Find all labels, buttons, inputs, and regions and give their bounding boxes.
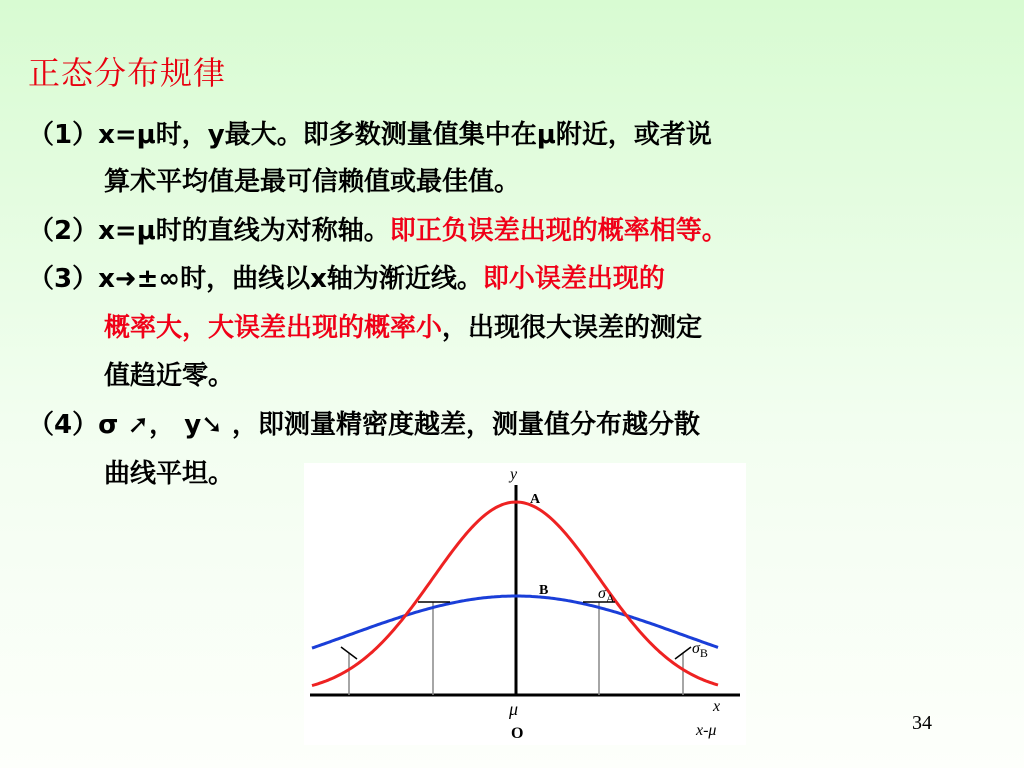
point-3-line-3 bbox=[104, 355, 234, 392]
x-axis-label: x bbox=[713, 698, 721, 715]
y-axis-label: y bbox=[510, 466, 518, 483]
deviation-axis-label: x-μ bbox=[696, 722, 717, 739]
point-3-line-1 bbox=[28, 258, 665, 295]
origin-label: O bbox=[511, 725, 524, 742]
text-run: 曲线平坦。 bbox=[104, 459, 235, 489]
text-run: （2）x=μ时的直线为对称轴。 bbox=[28, 216, 390, 246]
point-1-line-2 bbox=[104, 161, 520, 198]
slide-title: 正态分布规律 bbox=[28, 54, 227, 92]
text-run: ，出现很大误差的测定 bbox=[442, 313, 703, 343]
point-3-line-2 bbox=[104, 307, 702, 344]
highlight-text: 即小误差出现的 bbox=[482, 264, 665, 294]
sigma-b-label: $\sigma_B$ bbox=[692, 640, 708, 660]
point-4-line-1 bbox=[28, 404, 700, 441]
normal-distribution-figure bbox=[304, 463, 746, 745]
distribution-diagram bbox=[304, 463, 746, 745]
curve-a-label: A bbox=[530, 492, 541, 507]
point-2 bbox=[28, 210, 728, 247]
text-run: （1）x=μ时，y最大。即多数测量值集中在μ附近，或者说 bbox=[28, 120, 712, 150]
text-run: 算术平均值是最可信赖值或最佳值。 bbox=[104, 167, 521, 197]
text-run: 值趋近零。 bbox=[104, 361, 235, 391]
curve-b-label: B bbox=[539, 583, 549, 598]
point-4-line-2 bbox=[104, 453, 234, 490]
sigma-a-label: $\sigma_A$ bbox=[598, 585, 615, 605]
highlight-text: 概率大，大误差出现的概率小 bbox=[104, 313, 443, 343]
page-number: 34 bbox=[912, 712, 932, 734]
text-run: （3）x➜±∞时，曲线以x轴为渐近线。 bbox=[28, 264, 483, 294]
highlight-text: 即正负误差出现的概率相等。 bbox=[389, 216, 728, 246]
text-run: （4）σ ➚， y➘ ，即测量精密度越差，测量值分布越分散 bbox=[28, 410, 701, 440]
point-1-line-1 bbox=[28, 114, 712, 151]
mu-label: μ bbox=[509, 699, 519, 719]
